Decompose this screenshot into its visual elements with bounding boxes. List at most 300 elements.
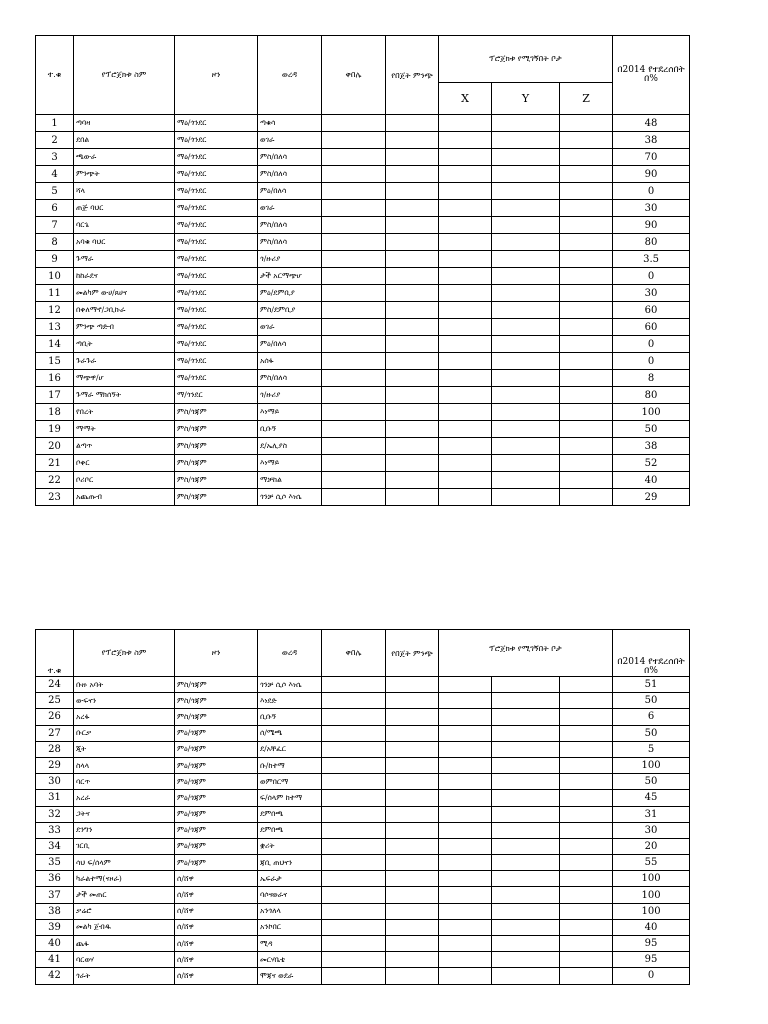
kebele-cell <box>322 319 386 336</box>
z-coordinate-cell <box>560 838 613 854</box>
woreda-cell: አንጎለላ <box>258 903 322 919</box>
zone-cell: ሰ/ሸዋ <box>175 903 258 919</box>
project-name-cell: ደበል <box>74 132 175 149</box>
table-row <box>36 757 690 773</box>
project-name-cell: ውፍናን <box>74 693 175 709</box>
progress-percent-cell: 50 <box>613 421 690 438</box>
x-coordinate-cell <box>439 757 492 773</box>
y-coordinate-cell <box>492 268 560 285</box>
y-coordinate-cell <box>492 115 560 132</box>
zone-cell: ሰ/ሸዋ <box>175 887 258 903</box>
row-number: 21 <box>36 455 74 472</box>
woreda-cell: ወገራ <box>258 319 322 336</box>
kebele-cell <box>322 489 386 506</box>
x-coordinate-cell <box>439 489 492 506</box>
z-coordinate-cell <box>560 677 613 693</box>
row-number: 13 <box>36 319 74 336</box>
table-row <box>36 936 690 952</box>
project-name-cell: ባርጌ <box>74 217 175 234</box>
kebele-cell <box>322 871 386 887</box>
z-coordinate-cell <box>560 693 613 709</box>
woreda-cell: ምስ/በለሳ <box>258 217 322 234</box>
zone-cell: ምስ/ጎጃም <box>175 421 258 438</box>
zone-cell: ማ/ጎንደር <box>175 387 258 404</box>
x-coordinate-cell <box>439 217 492 234</box>
kebele-cell <box>322 919 386 935</box>
y-coordinate-cell <box>492 285 560 302</box>
header-project-name: የፕሮጀክቱ ስም <box>74 36 175 115</box>
progress-percent-cell: 5 <box>613 741 690 757</box>
x-coordinate-cell <box>439 285 492 302</box>
row-number: 23 <box>36 489 74 506</box>
y-coordinate-cell <box>492 149 560 166</box>
y-coordinate-cell <box>492 919 560 935</box>
x-coordinate-cell <box>439 919 492 935</box>
progress-percent-cell: 3.5 <box>613 251 690 268</box>
x-coordinate-cell <box>439 472 492 489</box>
y-coordinate-cell <box>492 166 560 183</box>
projects-table-page-2 <box>35 629 690 985</box>
project-name-cell: በቀለማኖ/ጋቢኩራ <box>74 302 175 319</box>
z-coordinate-cell <box>560 774 613 790</box>
project-name-cell: ማማት <box>74 421 175 438</box>
table-row <box>36 693 690 709</box>
progress-percent-cell: 100 <box>613 903 690 919</box>
y-coordinate-cell <box>492 489 560 506</box>
project-name-cell: ቦሪቦር <box>74 472 175 489</box>
table-row <box>36 268 690 285</box>
kebele-cell <box>322 741 386 757</box>
z-coordinate-cell <box>560 822 613 838</box>
kebele-cell <box>322 166 386 183</box>
table-row <box>36 790 690 806</box>
table-row <box>36 200 690 217</box>
zone-cell: ምዕ/ጎጃም <box>175 725 258 741</box>
progress-percent-cell: 51 <box>613 677 690 693</box>
woreda-cell: ቢቡኝ <box>258 709 322 725</box>
progress-percent-cell: 100 <box>613 887 690 903</box>
projects-table-page-1 <box>35 35 690 506</box>
kebele-cell <box>322 887 386 903</box>
row-number: 2 <box>36 132 74 149</box>
budget-source-cell <box>386 725 439 741</box>
kebele-cell <box>322 806 386 822</box>
budget-source-cell <box>386 455 439 472</box>
x-coordinate-cell <box>439 353 492 370</box>
y-coordinate-cell <box>492 968 560 984</box>
table-row <box>36 404 690 421</box>
row-number: 33 <box>36 822 74 838</box>
table-row <box>36 952 690 968</box>
woreda-cell: ሚዳ <box>258 936 322 952</box>
progress-percent-cell: 50 <box>613 774 690 790</box>
budget-source-cell <box>386 183 439 200</box>
y-coordinate-cell <box>492 319 560 336</box>
budget-source-cell <box>386 234 439 251</box>
x-coordinate-cell <box>439 115 492 132</box>
x-coordinate-cell <box>439 709 492 725</box>
progress-percent-cell: 100 <box>613 757 690 773</box>
budget-source-cell <box>386 438 439 455</box>
row-number: 22 <box>36 472 74 489</box>
kebele-cell <box>322 370 386 387</box>
project-name-cell: ጣባዛ <box>74 115 175 132</box>
table-row <box>36 838 690 854</box>
z-coordinate-cell <box>560 790 613 806</box>
kebele-cell <box>322 149 386 166</box>
table-row <box>36 251 690 268</box>
table-row <box>36 919 690 935</box>
kebele-cell <box>322 132 386 149</box>
zone-cell: ምስ/ጎጃም <box>175 438 258 455</box>
project-name-cell: የበረት <box>74 404 175 421</box>
row-number: 32 <box>36 806 74 822</box>
z-coordinate-cell <box>560 489 613 506</box>
progress-percent-cell: 80 <box>613 234 690 251</box>
z-coordinate-cell <box>560 132 613 149</box>
kebele-cell <box>322 790 386 806</box>
z-coordinate-cell <box>560 968 613 984</box>
progress-percent-cell: 38 <box>613 438 690 455</box>
woreda-cell: እነደድ <box>258 693 322 709</box>
budget-source-cell <box>386 903 439 919</box>
table-row <box>36 806 690 822</box>
woreda-cell: ወምበርማ <box>258 774 322 790</box>
row-number: 12 <box>36 302 74 319</box>
x-coordinate-cell <box>439 968 492 984</box>
row-number: 36 <box>36 871 74 887</box>
budget-source-cell <box>386 838 439 854</box>
z-coordinate-cell <box>560 871 613 887</box>
progress-percent-cell: 52 <box>613 455 690 472</box>
header-kebele: ቀበሌ <box>322 36 386 115</box>
progress-percent-cell: 60 <box>613 319 690 336</box>
z-coordinate-cell <box>560 455 613 472</box>
z-coordinate-cell <box>560 421 613 438</box>
progress-percent-cell: 100 <box>613 404 690 421</box>
header-no: ተ.ቁ <box>36 630 74 677</box>
zone-cell: ምስ/ጎጃም <box>175 709 258 725</box>
progress-percent-cell: 48 <box>613 115 690 132</box>
header-budget-source: የበጀት ምንጭ <box>386 630 439 677</box>
y-coordinate-cell <box>492 200 560 217</box>
row-number: 9 <box>36 251 74 268</box>
kebele-cell <box>322 387 386 404</box>
budget-source-cell <box>386 472 439 489</box>
progress-percent-cell: 95 <box>613 936 690 952</box>
row-number: 27 <box>36 725 74 741</box>
kebele-cell <box>322 200 386 217</box>
row-number: 15 <box>36 353 74 370</box>
woreda-cell: መርሃቤቴ <box>258 952 322 968</box>
kebele-cell <box>322 903 386 919</box>
budget-source-cell <box>386 302 439 319</box>
x-coordinate-cell <box>439 183 492 200</box>
kebele-cell <box>322 455 386 472</box>
kebele-cell <box>322 285 386 302</box>
kebele-cell <box>322 234 386 251</box>
budget-source-cell <box>386 757 439 773</box>
z-coordinate-cell <box>560 741 613 757</box>
budget-source-cell <box>386 489 439 506</box>
table-row <box>36 421 690 438</box>
progress-percent-cell: 0 <box>613 268 690 285</box>
zone-cell: ማዕ/ጎንደር <box>175 336 258 353</box>
budget-source-cell <box>386 319 439 336</box>
table-row <box>36 370 690 387</box>
x-coordinate-cell <box>439 855 492 871</box>
x-coordinate-cell <box>439 952 492 968</box>
x-coordinate-cell <box>439 438 492 455</box>
woreda-cell: ምዕ/በለሳ <box>258 336 322 353</box>
project-name-cell: ስላላ <box>74 757 175 773</box>
project-name-cell: ቡርቃ <box>74 725 175 741</box>
budget-source-cell <box>386 200 439 217</box>
z-coordinate-cell <box>560 472 613 489</box>
table-row <box>36 725 690 741</box>
zone-cell: ምስ/ጎጃም <box>175 677 258 693</box>
project-name-cell: ሳህ ፍ/ሰላም <box>74 855 175 871</box>
kebele-cell <box>322 757 386 773</box>
z-coordinate-cell <box>560 166 613 183</box>
progress-percent-cell: 80 <box>613 387 690 404</box>
y-coordinate-cell <box>492 455 560 472</box>
budget-source-cell <box>386 709 439 725</box>
project-name-cell: ባርጥ <box>74 774 175 790</box>
table-row <box>36 302 690 319</box>
row-number: 39 <box>36 919 74 935</box>
y-coordinate-cell <box>492 774 560 790</box>
header-project-location: ፕሮጀክቱ የሚገኝበት ቦታ <box>439 36 613 83</box>
project-name-cell: ልጣጥ <box>74 438 175 455</box>
kebele-cell <box>322 693 386 709</box>
budget-source-cell <box>386 919 439 935</box>
z-coordinate-cell <box>560 183 613 200</box>
x-coordinate-cell <box>439 319 492 336</box>
x-coordinate-cell <box>439 268 492 285</box>
z-coordinate-cell <box>560 903 613 919</box>
kebele-cell <box>322 217 386 234</box>
project-name-cell: ጉራጉራ <box>74 353 175 370</box>
y-coordinate-cell <box>492 251 560 268</box>
z-coordinate-cell <box>560 725 613 741</box>
woreda-cell: ምስ/በለሳ <box>258 166 322 183</box>
zone-cell: ማዕ/ጎንደር <box>175 251 258 268</box>
table-row <box>36 285 690 302</box>
header-x: X <box>439 83 492 115</box>
row-number: 3 <box>36 149 74 166</box>
woreda-cell: ወገራ <box>258 132 322 149</box>
table-row <box>36 903 690 919</box>
table-row <box>36 353 690 370</box>
x-coordinate-cell <box>439 387 492 404</box>
z-coordinate-cell <box>560 404 613 421</box>
table-row <box>36 822 690 838</box>
table-row <box>36 677 690 693</box>
progress-percent-cell: 45 <box>613 790 690 806</box>
woreda-cell: ኤፍራታ <box>258 871 322 887</box>
zone-cell: ማዕ/ጎንደር <box>175 370 258 387</box>
table-row <box>36 774 690 790</box>
progress-percent-cell: 40 <box>613 472 690 489</box>
kebele-cell <box>322 472 386 489</box>
header-budget-source: የበጀት ምንጭ <box>386 36 439 115</box>
budget-source-cell <box>386 336 439 353</box>
y-coordinate-cell <box>492 183 560 200</box>
budget-source-cell <box>386 285 439 302</box>
zone-cell: ምዕ/ጎጃም <box>175 855 258 871</box>
woreda-cell: ፍ/ሰላም ከተማ <box>258 790 322 806</box>
z-coordinate-cell <box>560 370 613 387</box>
zone-cell: ሰ/ሸዋ <box>175 936 258 952</box>
y-coordinate-cell <box>492 757 560 773</box>
x-coordinate-cell <box>439 693 492 709</box>
progress-percent-cell: 50 <box>613 725 690 741</box>
zone-cell: ማዕ/ጎንደር <box>175 217 258 234</box>
kebele-cell <box>322 838 386 854</box>
y-coordinate-cell <box>492 370 560 387</box>
z-coordinate-cell <box>560 709 613 725</box>
progress-percent-cell: 95 <box>613 952 690 968</box>
row-number: 11 <box>36 285 74 302</box>
row-number: 41 <box>36 952 74 968</box>
woreda-cell: እነማይ <box>258 404 322 421</box>
table-row <box>36 887 690 903</box>
zone-cell: ምስ/ጎጃም <box>175 693 258 709</box>
woreda-cell: ጣቁሳ <box>258 115 322 132</box>
project-name-cell: ማጭዋ/ሆ <box>74 370 175 387</box>
zone-cell: ማዕ/ጎንደር <box>175 268 258 285</box>
budget-source-cell <box>386 421 439 438</box>
kebele-cell <box>322 855 386 871</box>
zone-cell: ሰ/ሸዋ <box>175 952 258 968</box>
x-coordinate-cell <box>439 421 492 438</box>
zone-cell: ምዕ/ጎጃም <box>175 790 258 806</box>
table-row <box>36 387 690 404</box>
zone-cell: ማዕ/ጎንደር <box>175 115 258 132</box>
woreda-cell: ምስ/ደምቢያ <box>258 302 322 319</box>
z-coordinate-cell <box>560 251 613 268</box>
y-coordinate-cell <box>492 336 560 353</box>
progress-percent-cell: 0 <box>613 183 690 200</box>
row-number: 28 <box>36 741 74 757</box>
progress-percent-cell: 30 <box>613 200 690 217</box>
header-no: ተ.ቁ <box>36 36 74 115</box>
woreda-cell: ማቻከል <box>258 472 322 489</box>
y-coordinate-cell <box>492 677 560 693</box>
z-coordinate-cell <box>560 952 613 968</box>
row-number: 7 <box>36 217 74 234</box>
zone-cell: ምዕ/ጎጃም <box>175 774 258 790</box>
y-coordinate-cell <box>492 693 560 709</box>
table-row <box>36 741 690 757</box>
budget-source-cell <box>386 251 439 268</box>
zone-cell: ምዕ/ጎጃም <box>175 741 258 757</box>
woreda-cell: እነማይ <box>258 455 322 472</box>
y-coordinate-cell <box>492 903 560 919</box>
y-coordinate-cell <box>492 887 560 903</box>
header-progress-percent: በ2014 የተደረሰበት በ% <box>613 630 690 677</box>
header-kebele: ቀበሌ <box>322 630 386 677</box>
y-coordinate-cell <box>492 217 560 234</box>
budget-source-cell <box>386 149 439 166</box>
row-number: 16 <box>36 370 74 387</box>
progress-percent-cell: 55 <box>613 855 690 871</box>
y-coordinate-cell <box>492 936 560 952</box>
project-name-cell: ቃሬሮ <box>74 903 175 919</box>
progress-percent-cell: 30 <box>613 285 690 302</box>
y-coordinate-cell <box>492 855 560 871</box>
zone-cell: ማዕ/ጎንደር <box>175 285 258 302</box>
kebele-cell <box>322 725 386 741</box>
kebele-cell <box>322 404 386 421</box>
kebele-cell <box>322 336 386 353</box>
kebele-cell <box>322 822 386 838</box>
project-name-cell: ጠጅ ባህር <box>74 200 175 217</box>
project-name-cell: ጣቢት <box>74 336 175 353</box>
project-name-cell: አባቁ ባህር <box>74 234 175 251</box>
budget-source-cell <box>386 855 439 871</box>
x-coordinate-cell <box>439 838 492 854</box>
project-name-cell: ጂት <box>74 741 175 757</box>
x-coordinate-cell <box>439 302 492 319</box>
row-number: 31 <box>36 790 74 806</box>
budget-source-cell <box>386 115 439 132</box>
kebele-cell <box>322 115 386 132</box>
zone-cell: ምዕ/ጎጃም <box>175 757 258 773</box>
woreda-cell: ጃቢ ጠህናን <box>258 855 322 871</box>
kebele-cell <box>322 952 386 968</box>
zone-cell: ምስ/ጎጃም <box>175 455 258 472</box>
budget-source-cell <box>386 404 439 421</box>
x-coordinate-cell <box>439 234 492 251</box>
row-number: 19 <box>36 421 74 438</box>
table-row <box>36 319 690 336</box>
budget-source-cell <box>386 166 439 183</box>
y-coordinate-cell <box>492 741 560 757</box>
header-z: Z <box>560 83 613 115</box>
table-row <box>36 438 690 455</box>
budget-source-cell <box>386 806 439 822</box>
project-name-cell: ታች መጠር <box>74 887 175 903</box>
woreda-cell: አንኮበር <box>258 919 322 935</box>
woreda-cell: ደምበጫ <box>258 822 322 838</box>
project-name-cell: ባርወሃ <box>74 952 175 968</box>
woreda-cell: ምዕ/በለሳ <box>258 183 322 200</box>
progress-percent-cell: 29 <box>613 489 690 506</box>
woreda-cell: ደ/አቸፈር <box>258 741 322 757</box>
header-project-location: ፕሮጀክቱ የሚገኝበት ቦታ <box>439 630 613 677</box>
y-coordinate-cell <box>492 806 560 822</box>
x-coordinate-cell <box>439 251 492 268</box>
x-coordinate-cell <box>439 871 492 887</box>
z-coordinate-cell <box>560 200 613 217</box>
z-coordinate-cell <box>560 234 613 251</box>
project-name-cell: ሻላ <box>74 183 175 200</box>
row-number: 37 <box>36 887 74 903</box>
x-coordinate-cell <box>439 903 492 919</box>
z-coordinate-cell <box>560 936 613 952</box>
budget-source-cell <box>386 370 439 387</box>
z-coordinate-cell <box>560 855 613 871</box>
woreda-cell: ደምበጫ <box>258 806 322 822</box>
y-coordinate-cell <box>492 421 560 438</box>
woreda-cell: ምስ/በለሳ <box>258 149 322 166</box>
project-name-cell: ጉማራ <box>74 251 175 268</box>
z-coordinate-cell <box>560 387 613 404</box>
progress-percent-cell: 31 <box>613 806 690 822</box>
budget-source-cell <box>386 790 439 806</box>
